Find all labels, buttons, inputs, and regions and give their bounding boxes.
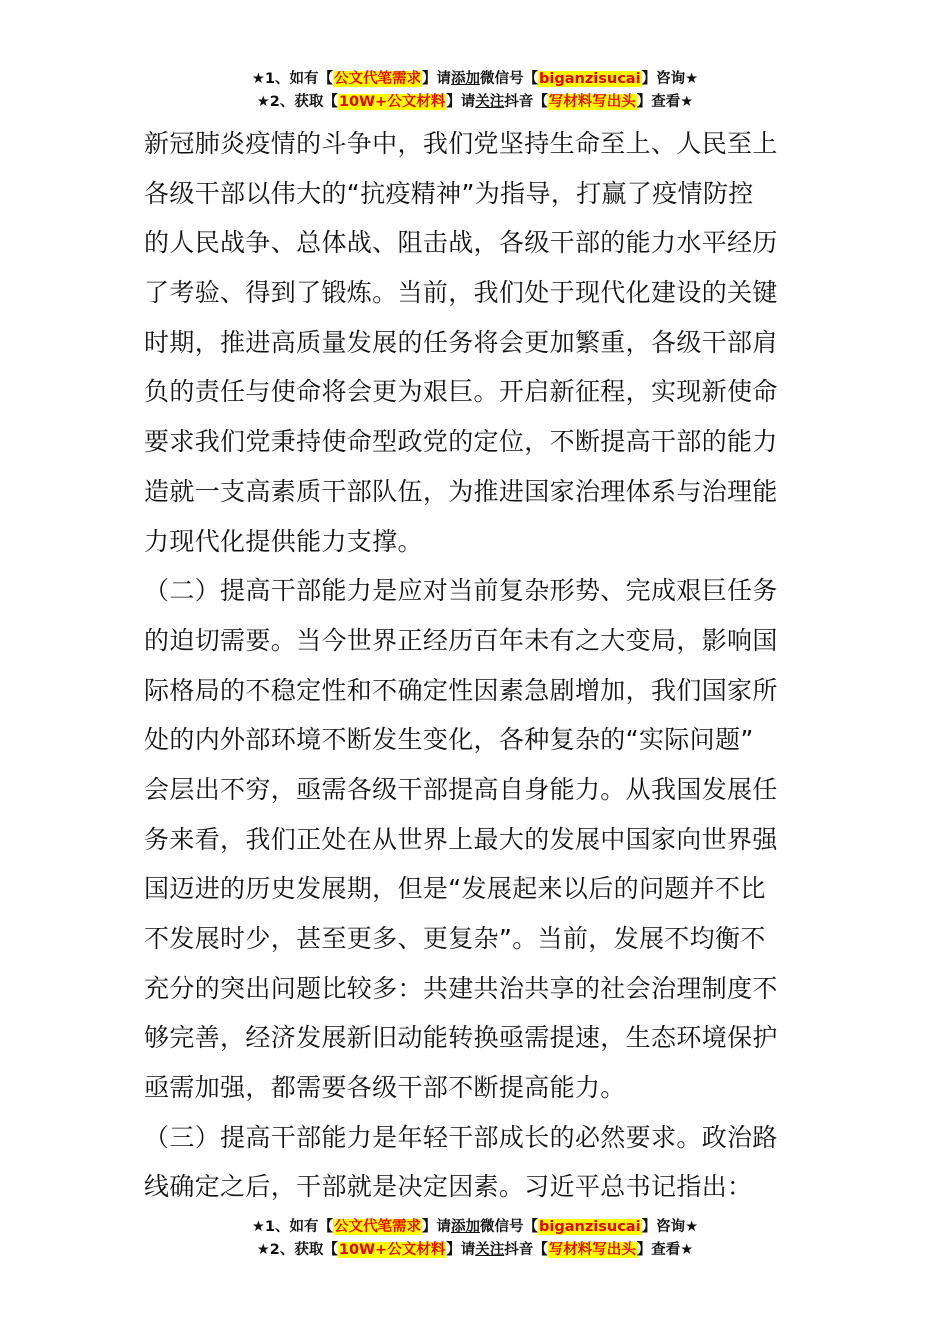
text-line: 务来看，我们正处在从世界上最大的发展中国家向世界强 <box>144 824 778 854</box>
banner-text: 】咨询★ <box>641 1219 699 1235</box>
text-line: 充分的突出问题比较多：共建共治共享的社会治理制度不 <box>144 973 778 1003</box>
text-line: 了考验、得到了锻炼。当前，我们处于现代化建设的关键 <box>144 278 778 308</box>
text-line: 处的内外部环境不断发生变化，各种复杂的“实际问题” <box>144 725 754 755</box>
text-line: 造就一支高素质干部队伍，为推进国家治理体系与治理能 <box>144 476 778 506</box>
text-line: 够完善，经济发展新旧动能转换亟需提速，生态环境保护 <box>144 1023 778 1053</box>
highlight-service: 公文代笔需求 <box>334 1219 422 1235</box>
text-line: 不发展时少，甚至更多、更复杂”。当前，发展不均衡不 <box>144 924 766 953</box>
text-line: 际格局的不稳定性和不确定性因素急剧增加，我们国家所 <box>144 675 778 705</box>
banner-text: 】查看★ <box>636 94 694 110</box>
highlight-materials: 10W+公文材料 <box>338 1242 446 1258</box>
banner-emphasis: 添加 <box>451 1219 481 1235</box>
banner-text: ★2、获取【 <box>256 94 338 110</box>
banner-text: 微信号【 <box>480 71 539 87</box>
banner-emphasis: 关注 <box>475 94 505 110</box>
highlight-wechat-id: biganzisucai <box>539 1219 641 1235</box>
highlight-wechat-id: biganzisucai <box>539 71 641 87</box>
banner-text: 】咨询★ <box>641 71 699 87</box>
banner-line-2 <box>0 1239 950 1262</box>
banner-line-2 <box>0 91 950 114</box>
banner-emphasis: 添加 <box>451 71 481 87</box>
highlight-douyin: 写材料写出头 <box>548 94 636 110</box>
text-line: 负的责任与使命将会更为艰巨。开启新征程，实现新使命 <box>144 377 778 407</box>
text-line: 会层出不穷，亟需各级干部提高自身能力。从我国发展任 <box>144 774 778 804</box>
text-line: 的迫切需要。当今世界正经历百年未有之大变局，影响国 <box>144 625 778 655</box>
banner-text: ★2、获取【 <box>256 1242 338 1258</box>
banner-text: 】请 <box>422 1219 452 1235</box>
banner-text: 】查看★ <box>636 1242 694 1258</box>
highlight-materials: 10W+公文材料 <box>338 94 446 110</box>
banner-text: 抖音【 <box>504 94 548 110</box>
text-line: （二）提高干部能力是应对当前复杂形势、完成艰巨任务 <box>144 576 778 606</box>
banner-text: ★1、如有【 <box>251 1219 334 1235</box>
text-line: 线确定之后，干部就是决定因素。习近平总书记指出： <box>144 1172 753 1202</box>
banner-line-1 <box>0 1216 950 1239</box>
text-line: 力现代化提供能力支撑。 <box>144 526 423 556</box>
text-line: 国迈进的历史发展期，但是“发展起来以后的问题并不比 <box>144 874 766 904</box>
document-body <box>144 119 809 1212</box>
banner-line-1 <box>0 68 950 91</box>
banner-text: 】请 <box>446 94 476 110</box>
text-line: 各级干部以伟大的“抗疫精神”为指导，打赢了疫情防控 <box>144 178 754 208</box>
text-line: 的人民战争、总体战、阻击战，各级干部的能力水平经历 <box>144 228 778 258</box>
text-line: 时期，推进高质量发展的任务将会更加繁重，各级干部肩 <box>144 327 778 357</box>
banner-emphasis: 关注 <box>475 1242 505 1258</box>
banner-text: 】请 <box>446 1242 476 1258</box>
text-line: 要求我们党秉持使命型政党的定位，不断提高干部的能力 <box>144 427 778 457</box>
header-banner <box>0 68 950 114</box>
banner-text: 抖音【 <box>504 1242 548 1258</box>
banner-text: 】请 <box>422 71 452 87</box>
banner-text: 微信号【 <box>480 1219 539 1235</box>
text-line: 亟需加强，都需要各级干部不断提高能力。 <box>144 1073 626 1103</box>
text-line: 新冠肺炎疫情的斗争中，我们党坚持生命至上、人民至上 <box>144 129 778 158</box>
footer-banner <box>0 1216 950 1262</box>
highlight-douyin: 写材料写出头 <box>548 1242 636 1258</box>
highlight-service: 公文代笔需求 <box>334 71 422 87</box>
text-line: （三）提高干部能力是年轻干部成长的必然要求。政治路 <box>144 1122 778 1152</box>
banner-text: ★1、如有【 <box>251 71 334 87</box>
